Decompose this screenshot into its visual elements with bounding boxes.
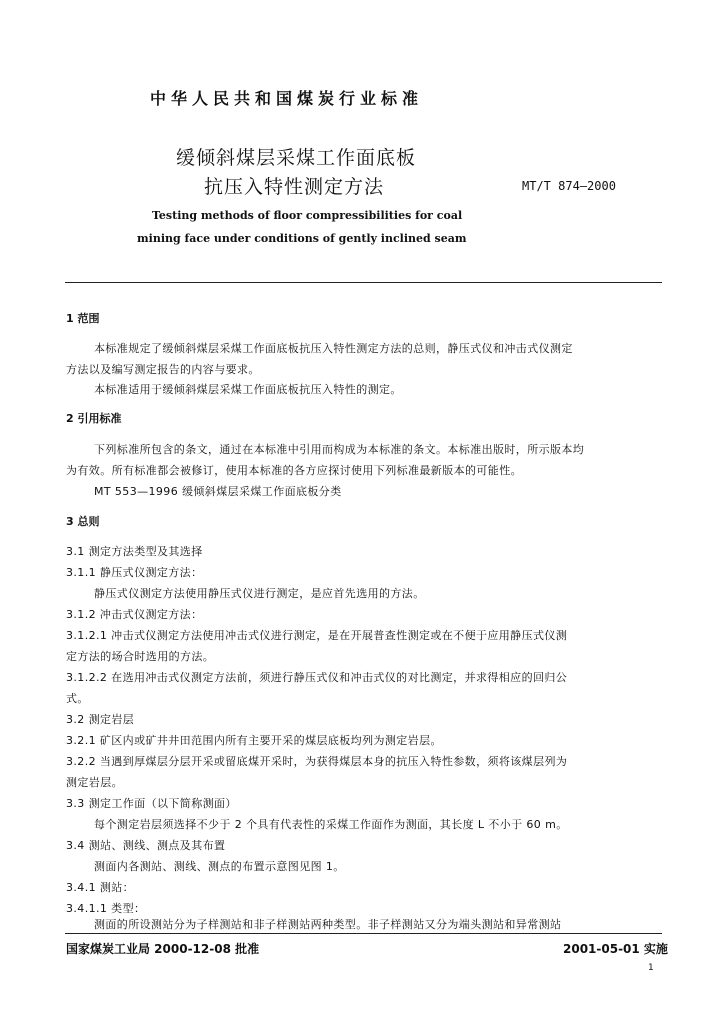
- s2-paragraph-line-2: 为有效。所有标准都会被修订，使用本标准的各方应探讨使用下列标准最新版本的可能性。: [66, 464, 522, 477]
- clause-3-1-2-1-line-2: 定方法的场合时选用的方法。: [66, 650, 215, 663]
- s2-paragraph-line-1: 下列标准所包含的条文，通过在本标准中引用而构成为本标准的条文。本标准出版时，所示版本均: [94, 443, 585, 456]
- document-title-line-1: 缓倾斜煤层采煤工作面底板: [176, 147, 417, 169]
- header-divider: [65, 282, 662, 283]
- clause-3-1-2-1-line-1: 3.1.2.1 冲击式仪测定方法使用冲击式仪进行测定，是在开展普查性测定或在不便于应用静压式仪测: [66, 629, 568, 642]
- clause-3-2-2-line-1: 3.2.2 当遇到厚煤层分层开采或留底煤开采时，为获得煤层本身的抗压入特性参数，须将该煤层列为: [66, 755, 568, 768]
- clause-3-4-text: 测面内各测站、测线、测点的布置示意图见图 1。: [94, 860, 345, 873]
- page-number: 1: [648, 963, 654, 973]
- clause-3-4: 3.4 测站、测线、测点及其布置: [66, 839, 226, 852]
- footer-divider: [65, 933, 662, 934]
- section-2-heading: 2 引用标准: [66, 412, 122, 425]
- effective-date: 2001-05-01 实施: [563, 942, 668, 956]
- clause-3-4-1: 3.4.1 测站：: [66, 881, 135, 894]
- document-title-line-2: 抗压入特性测定方法: [204, 176, 385, 198]
- clause-3-4-1-1: 3.4.1.1 类型：: [66, 902, 146, 915]
- clause-3-1-1-text: 静压式仪测定方法使用静压式仪进行测定，是应首先选用的方法。: [94, 587, 425, 600]
- clause-3-2-2-line-2: 测定岩层。: [66, 776, 123, 789]
- clause-3-3: 3.3 测定工作面（以下简称测面）: [66, 797, 237, 810]
- clause-3-3-text: 每个测定岩层须选择不少于 2 个具有代表性的采煤工作面作为测面，其长度 L 不小于 60 m。: [94, 818, 568, 831]
- section-3-heading: 3 总则: [66, 515, 100, 528]
- english-title-line-2: mining face under conditions of gently inclined seam: [137, 232, 467, 245]
- clause-3-2-1: 3.2.1 矿区内或矿井井田范围内所有主要开采的煤层底板均列为测定岩层。: [66, 734, 442, 747]
- clause-3-4-1-1-text: 测面的所设测站分为子样测站和非子样测站两种类型。非子样测站又分为端头测站和异常测站: [94, 918, 562, 931]
- section-1-heading: 1 范围: [66, 312, 100, 325]
- clause-3-1-2-2-line-1: 3.1.2.2 在选用冲击式仪测定方法前，须进行静压式仪和冲击式仪的对比测定，并求得相应的回归公: [66, 671, 568, 684]
- clause-3-1-2-2-line-2: 式。: [66, 692, 89, 705]
- approval-date: 国家煤炭工业局 2000-12-08 批准: [66, 942, 260, 956]
- english-title-line-1: Testing methods of floor compressibilities for coal: [152, 209, 463, 222]
- issuing-body-header: 中华人民共和国煤炭行业标准: [150, 89, 424, 108]
- clause-3-2: 3.2 测定岩层: [66, 713, 135, 726]
- clause-3-1-1: 3.1.1 静压式仪测定方法：: [66, 566, 203, 579]
- s2-reference: MT 553—1996 缓倾斜煤层采煤工作面底板分类: [94, 485, 342, 498]
- standard-number: MT/T 874—2000: [522, 179, 616, 193]
- clause-3-1-2: 3.1.2 冲击式仪测定方法：: [66, 608, 203, 621]
- s1-paragraph-1-line-1: 本标准规定了缓倾斜煤层采煤工作面底板抗压入特性测定方法的总则，静压式仪和冲击式仪测定: [94, 342, 573, 355]
- s1-paragraph-1-line-2: 方法以及编写测定报告的内容与要求。: [66, 363, 260, 376]
- clause-3-1: 3.1 测定方法类型及其选择: [66, 545, 203, 558]
- s1-paragraph-2: 本标准适用于缓倾斜煤层采煤工作面底板抗压入特性的测定。: [94, 383, 402, 396]
